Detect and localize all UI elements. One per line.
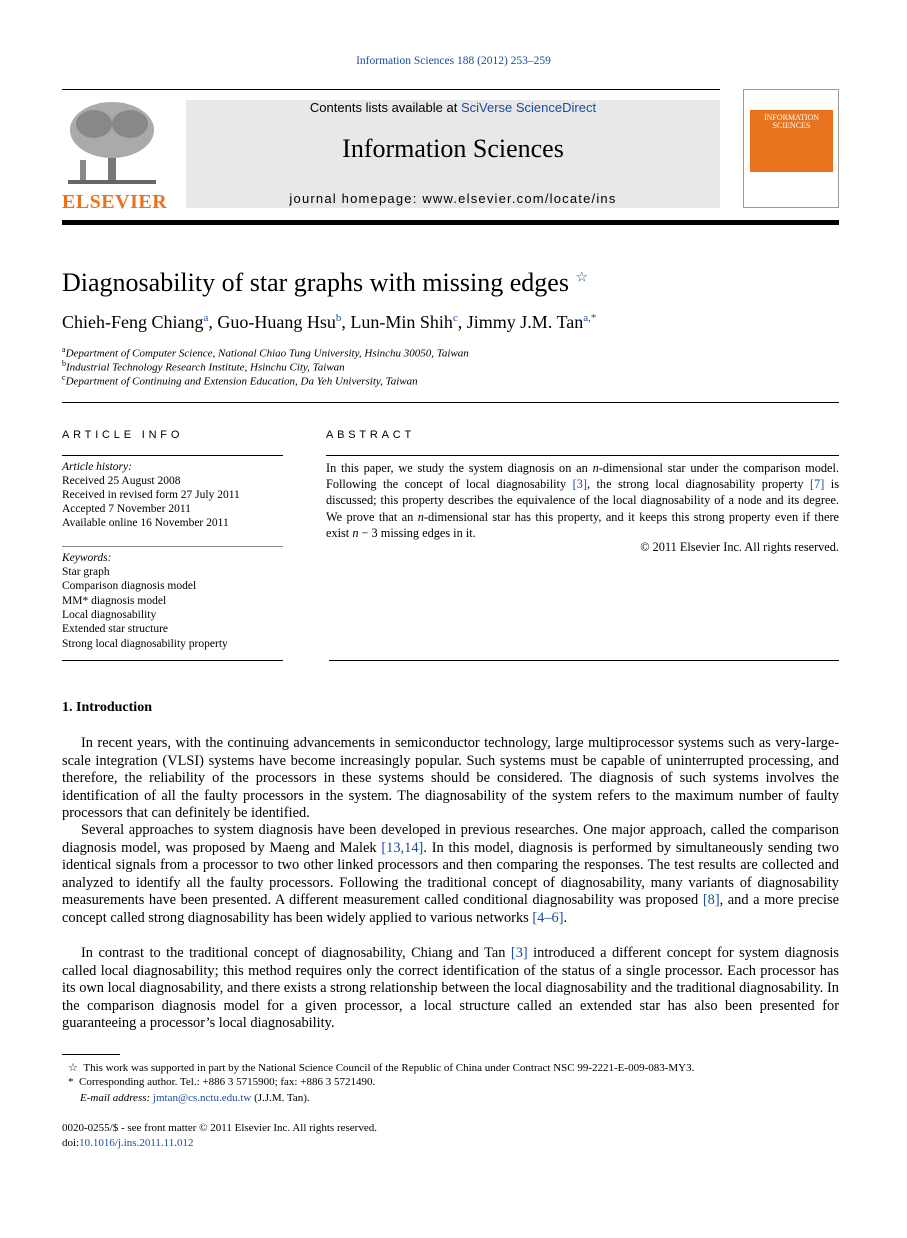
keyword-item: Star graph	[62, 566, 110, 578]
affiliation	[62, 359, 345, 374]
title-footnote-mark[interactable]: ☆	[575, 270, 588, 286]
keyword-item: Comparison diagnosis model	[62, 580, 197, 592]
footnote-text: This work was supported in part by the National Science Council of the Republic of China under Contract NSC 99-2221-E-009-083-MY3.	[83, 1062, 695, 1074]
contents-prefix: Contents lists available at	[309, 100, 461, 115]
body-paragraph	[62, 945, 839, 1033]
abstract-fragment: -dimensional star has this property, and it keeps this strong property even if there exist	[326, 509, 839, 540]
keyword-item: Extended star structure	[62, 623, 169, 635]
author-affil-mark[interactable]: c	[452, 312, 458, 324]
reference-link[interactable]: [4–6]	[532, 909, 564, 926]
history-item: Accepted 7 November 2011	[62, 503, 191, 515]
history-item: Received in revised form 27 July 2011	[62, 489, 240, 501]
affiliation-mark: a	[62, 345, 66, 354]
author-list	[62, 312, 596, 333]
reference-link[interactable]: [13,14]	[381, 839, 424, 856]
article-info-bottom-rule	[62, 660, 283, 661]
abstract-rule	[326, 455, 839, 456]
title-block-rule	[62, 402, 839, 403]
history-item: Received 25 August 2008	[62, 475, 181, 487]
author-name: Guo-Huang Hsu	[217, 312, 336, 332]
footnote-mark: *	[68, 1076, 74, 1088]
section-heading: 1. Introduction	[62, 700, 152, 715]
author-separator: ,	[457, 312, 467, 332]
journal-name: Information Sciences	[342, 134, 564, 163]
article-info-rule	[62, 455, 283, 456]
paragraph-fragment: introduced a different concept for system diagnosis called local diagnosability; this method requires only the correct identification of the status of a single processor. Each processor has its own local diagnosability, and there exists a strong relationship between the local diagnosability and the traditional diagnosability. In the comparison diagnosis model for a given processor, a local structure called an extended star has also been presented for guaranteeing a processor’s local diagnosability.	[62, 945, 839, 1032]
footnote-rule	[62, 1054, 120, 1055]
reference-link[interactable]: [8]	[702, 892, 720, 909]
doi-line	[62, 1137, 194, 1149]
journal-homepage[interactable]: journal homepage: www.elsevier.com/locate/ins	[289, 191, 617, 206]
reference-link[interactable]: [3]	[572, 477, 587, 492]
abstract-bottom-rule	[329, 660, 839, 661]
affiliation-mark: b	[62, 359, 66, 368]
author-affil-mark[interactable]: b	[335, 312, 342, 324]
affiliation-text: Industrial Technology Research Institute, Hsinchu City, Taiwan	[66, 361, 345, 374]
keyword-item: Strong local diagnosability property	[62, 638, 228, 650]
body-paragraph: In recent years, with the continuing advancements in semiconductor technology, large multiprocessor systems such as very-large-scale integration (VLSI) systems have become increasingly popular. Such systems must be capable of uninterrupted processing, and therefore, the reliability of the processors in these systems should be considered. The diagnosis of such systems involves the identification of all the faulty processors in the system. The diagnosability of the system refers to the maximum number of faulty processors that can definitely be identified.	[62, 735, 839, 822]
author-affil-mark[interactable]: a,*	[583, 312, 597, 324]
affiliation-text: Department of Continuing and Extension Education, Da Yeh University, Taiwan	[65, 375, 418, 388]
keyword-item: MM* diagnosis model	[62, 595, 167, 607]
abstract-fragment: -dimensional star under the comparison model. Following the concept of local diagnosability	[326, 461, 839, 492]
keywords-label: Keywords:	[62, 552, 112, 564]
affiliation-mark: c	[62, 373, 66, 382]
author-name: Lun-Min Shih	[350, 312, 453, 332]
footnote-mark: ☆	[68, 1062, 78, 1074]
email-label: E-mail address:	[80, 1092, 151, 1104]
doi-label: doi:	[62, 1137, 80, 1149]
history-item: Available online 16 November 2011	[62, 517, 229, 529]
abstract-copyright: © 2011 Elsevier Inc. All rights reserved.	[640, 540, 839, 554]
abstract-fragment: , the strong local diagnosability property	[586, 477, 810, 492]
paragraph-fragment: .	[563, 909, 568, 926]
elsevier-logo-text: ELSEVIER	[62, 191, 168, 213]
affiliation	[62, 373, 418, 388]
email-link[interactable]: jmtan@cs.nctu.edu.tw	[152, 1092, 252, 1104]
footnote-text: Corresponding author. Tel.: +886 3 5715900; fax: +886 3 5721490.	[79, 1076, 376, 1088]
article-title	[62, 268, 588, 298]
math-n: n	[592, 461, 599, 475]
elsevier-tree-logo	[64, 100, 160, 188]
math-n: n	[417, 509, 424, 524]
author-affil-mark[interactable]: a	[203, 312, 209, 324]
abstract-fragment: − 3 missing edges in it.	[358, 525, 476, 540]
abstract-fragment: In this paper, we study the system diagnosis on an	[326, 461, 593, 475]
abstract-heading: ABSTRACT	[326, 429, 416, 441]
paragraph-fragment: , and a more precise concept called strong diagnosability has been widely applied to various networks	[62, 892, 839, 926]
issn-line: 0020-0255/$ - see front matter © 2011 Elsevier Inc. All rights reserved.	[62, 1122, 377, 1134]
history-label: Article history:	[62, 461, 132, 473]
affiliation	[62, 345, 469, 360]
abstract-text	[326, 460, 839, 541]
keywords-rule	[62, 546, 283, 547]
reference-link[interactable]: [7]	[809, 477, 825, 492]
author-name: Chieh-Feng Chiang	[62, 312, 204, 332]
author-separator: ,	[341, 312, 351, 332]
contents-line	[186, 100, 720, 115]
journal-citation[interactable]: Information Sciences 188 (2012) 253–259	[356, 55, 551, 67]
email-footnote	[80, 1092, 310, 1104]
keyword-item: Local diagnosability	[62, 609, 157, 621]
reference-link[interactable]: [3]	[510, 945, 528, 961]
sciencedirect-link[interactable]: SciVerse ScienceDirect	[460, 100, 597, 115]
article-title-text: Diagnosability of star graphs with missing edges	[62, 268, 569, 297]
article-info-heading: ARTICLE INFO	[62, 429, 184, 441]
body-paragraph	[62, 822, 839, 928]
cover-title: INFORMATION SCIENCES	[750, 110, 833, 172]
doi-link[interactable]: 10.1016/j.ins.2011.11.012	[79, 1137, 194, 1149]
author-name: Jimmy J.M. Tan	[466, 312, 584, 332]
footnote	[68, 1061, 694, 1074]
header-thick-rule	[62, 220, 839, 225]
author-separator: ,	[208, 312, 218, 332]
journal-cover-thumbnail	[743, 89, 839, 208]
footnote	[68, 1076, 375, 1088]
email-suffix: (J.J.M. Tan).	[251, 1092, 310, 1104]
math-n: n	[352, 525, 359, 540]
paragraph-fragment: . In this model, diagnosis is performed by simultaneously sending two identical signals from a processor to two other linked processors and then comparing the responses. The test results are collected and analyzed to identify all the faulty processors. Following the traditional concept of diagnosability, many variants of diagnosability measurements have been presented. A different measurement called conditional diagnosability was proposed	[62, 839, 839, 909]
affiliation-text: Department of Computer Science, National Chiao Tung University, Hsinchu 30050, Taiwan	[65, 347, 469, 360]
paragraph-fragment: Several approaches to system diagnosis have been developed in previous researches. One major approach, called the comparison diagnosis model, was proposed by Maeng and Malek	[62, 822, 839, 856]
header-top-rule	[62, 89, 720, 90]
abstract-fragment: is discussed; this property describes the equivalence of the local diagnosability of a node and its degree. We prove that an	[326, 477, 840, 524]
paragraph-fragment: In contrast to the traditional concept of diagnosability, Chiang and Tan	[81, 945, 511, 961]
